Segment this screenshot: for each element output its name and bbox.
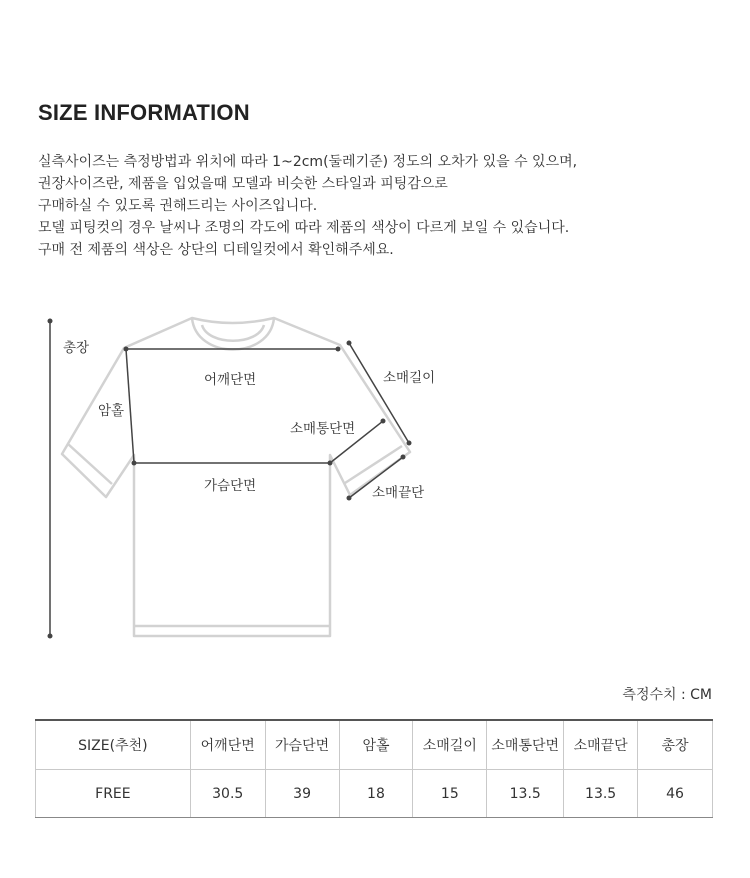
table-cell: 39 xyxy=(265,770,339,818)
column-header: SIZE(추천) xyxy=(36,720,191,770)
table-cell: 13.5 xyxy=(487,770,564,818)
page-title: SIZE INFORMATION xyxy=(38,100,250,125)
table-cell: 18 xyxy=(339,770,413,818)
column-header: 소매길이 xyxy=(413,720,487,770)
column-header: 총장 xyxy=(638,720,713,770)
table-cell: 30.5 xyxy=(190,770,265,818)
armhole-line xyxy=(126,349,137,466)
sleeve-hem-label: 소매끝단 xyxy=(372,485,425,501)
table-header-row xyxy=(36,720,713,770)
chest-label: 가슴단면 xyxy=(204,478,257,494)
total-length-line xyxy=(48,319,53,639)
description-line: 권장사이즈란, 제품을 입었을때 모델과 비슷한 스타일과 피팅감으로 xyxy=(38,176,448,192)
chest-line xyxy=(134,461,333,466)
description-line: 구매하실 수 있도록 권해드리는 사이즈입니다. xyxy=(38,198,318,214)
description-line: 모델 피팅컷의 경우 날씨나 조명의 각도에 따라 제품의 색상이 다르게 보일 수 있습니다. xyxy=(38,220,570,236)
total-length-label: 총장 xyxy=(63,340,90,356)
column-header: 가슴단면 xyxy=(265,720,339,770)
table-cell: 13.5 xyxy=(564,770,638,818)
column-header: 어깨단면 xyxy=(190,720,265,770)
column-header: 암홀 xyxy=(339,720,413,770)
measurement-unit: 측정수치 : CM xyxy=(622,687,712,703)
tshirt-outline xyxy=(62,318,410,636)
sleeve-length-label: 소매길이 xyxy=(383,370,436,386)
column-header: 소매끝단 xyxy=(564,720,638,770)
size-table xyxy=(35,719,713,818)
shoulder-label: 어깨단면 xyxy=(204,372,257,388)
table-row xyxy=(36,770,713,818)
description-line: 실측사이즈는 측정방법과 위치에 따라 1~2cm(둘레기준) 정도의 오차가 있을 수 있으며, xyxy=(38,154,578,170)
table-cell: 15 xyxy=(413,770,487,818)
size-description xyxy=(38,151,718,261)
tshirt-measurement-diagram xyxy=(0,300,750,660)
sleeve-length-line xyxy=(347,341,412,446)
table-cell: FREE xyxy=(36,770,191,818)
table-cell: 46 xyxy=(638,770,713,818)
column-header: 소매통단면 xyxy=(487,720,564,770)
shoulder-line xyxy=(124,347,341,352)
description-line: 구매 전 제품의 색상은 상단의 디테일컷에서 확인해주세요. xyxy=(38,242,394,258)
armhole-label: 암홀 xyxy=(98,403,125,419)
sleeve-width-label: 소매통단면 xyxy=(290,421,356,437)
